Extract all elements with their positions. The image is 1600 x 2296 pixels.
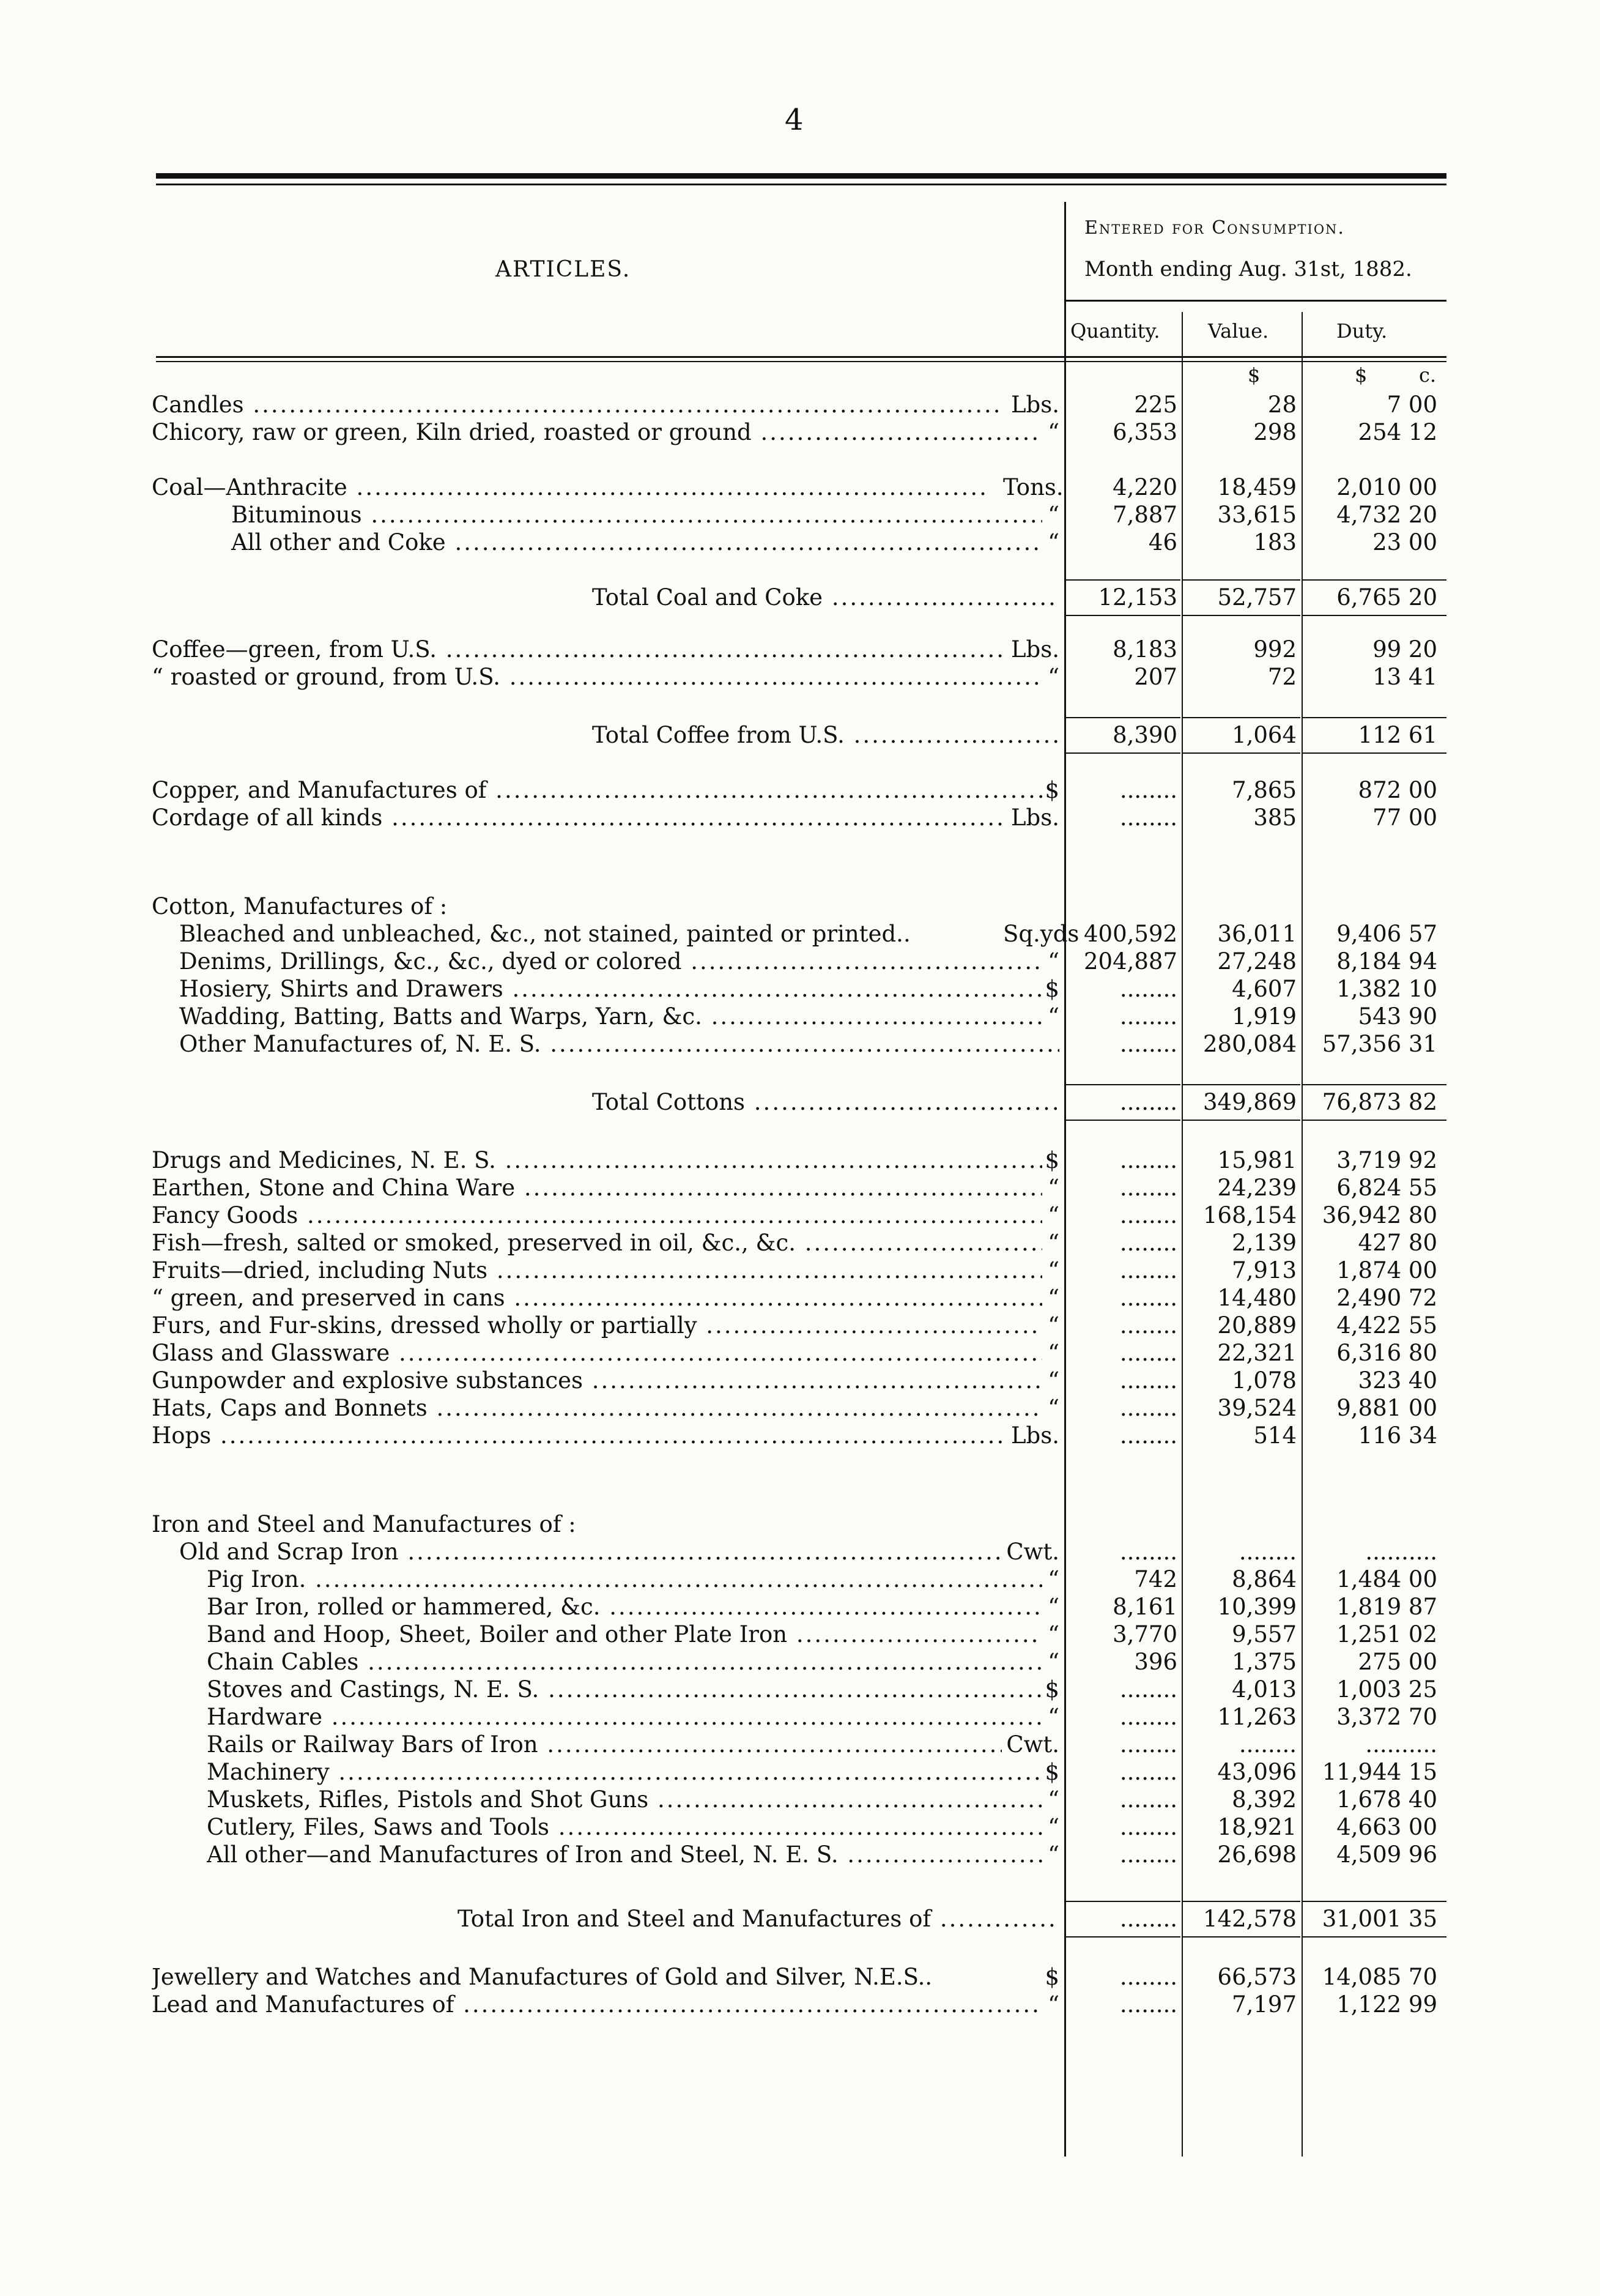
- article-label: Hardware .....: [207, 1704, 1042, 1731]
- article-label: Cotton, Manufactures of :: [152, 893, 448, 920]
- quantity-cell: ........: [1119, 1422, 1177, 1449]
- value-cell: 10,399: [1217, 1594, 1297, 1620]
- quantity-cell: ........: [1119, 1964, 1177, 1990]
- duty-cents-unit: c.: [1419, 363, 1437, 387]
- article-label: Fruits—dried, including Nuts .....: [152, 1257, 1042, 1284]
- duty-cell: 4,663 00: [1336, 1814, 1437, 1840]
- table-row: [0, 529, 1600, 556]
- quantity-cell: 207: [1134, 664, 1177, 690]
- quantity-cell: ........: [1119, 1759, 1177, 1785]
- quantity-cell: 12,153: [1098, 584, 1177, 611]
- total-row: [0, 584, 1600, 611]
- quantity-cell: ........: [1119, 1906, 1177, 1932]
- duty-cell: 23 00: [1372, 529, 1437, 555]
- quantity-cell: ........: [1119, 1395, 1177, 1421]
- article-label: Machinery .....: [207, 1759, 1042, 1786]
- article-label: “ green, and preserved in cans .....: [152, 1285, 1042, 1312]
- table-row: [0, 893, 1600, 920]
- table-row: [0, 664, 1600, 691]
- period-heading: Month ending Aug. 31st, 1882.: [1084, 257, 1412, 281]
- unit-label: “: [1048, 419, 1059, 445]
- value-cell: 7,197: [1232, 1991, 1297, 2018]
- value-cell: 18,921: [1217, 1814, 1297, 1840]
- total-rule: [1303, 615, 1446, 616]
- total-rule: [1065, 717, 1180, 718]
- table-row: [0, 1367, 1600, 1394]
- value-cell: 1,064: [1232, 722, 1297, 748]
- value-cell: 385: [1253, 804, 1297, 831]
- article-label: Bituminous .....: [231, 502, 1042, 529]
- quantity-cell: 3,770: [1113, 1621, 1177, 1648]
- table-row: [0, 1539, 1600, 1566]
- article-label: All other and Coke .....: [231, 529, 1042, 556]
- value-cell: 8,864: [1232, 1566, 1297, 1592]
- table-row: [0, 1285, 1600, 1312]
- unit-label: “: [1048, 1003, 1059, 1030]
- unit-label: “: [1048, 1257, 1059, 1284]
- quantity-cell: ........: [1119, 1786, 1177, 1813]
- value-cell: 66,573: [1217, 1964, 1297, 1990]
- value-cell: 43,096: [1217, 1759, 1297, 1785]
- value-cell: 20,889: [1217, 1312, 1297, 1339]
- articles-heading: ARTICLES.: [495, 257, 631, 282]
- unit-label: “: [1048, 1202, 1059, 1228]
- quantity-cell: 225: [1134, 392, 1177, 418]
- total-rule: [1303, 1120, 1446, 1121]
- unit-label: “: [1048, 1814, 1059, 1840]
- article-label: Total Coffee from U.S. .....: [592, 722, 1059, 749]
- unit-label: “: [1048, 1649, 1059, 1675]
- duty-unit: $: [1355, 363, 1368, 387]
- unit-label: “: [1048, 664, 1059, 690]
- duty-column-header: Duty.: [1336, 319, 1388, 343]
- value-cell: 514: [1253, 1422, 1297, 1449]
- total-rule: [1065, 1084, 1180, 1085]
- quantity-cell: ........: [1119, 1202, 1177, 1228]
- duty-cell: 116 34: [1358, 1422, 1437, 1449]
- quantity-cell: 396: [1134, 1649, 1177, 1675]
- total-rule: [1183, 1120, 1300, 1121]
- unit-label: “: [1048, 1786, 1059, 1813]
- value-cell: 1,078: [1232, 1367, 1297, 1394]
- total-row: [0, 1906, 1600, 1933]
- article-label: Band and Hoop, Sheet, Boiler and other Plate Iron .....: [207, 1621, 1042, 1648]
- table-row: [0, 502, 1600, 529]
- value-cell: 26,698: [1217, 1841, 1297, 1868]
- article-label: Total Iron and Steel and Manufactures of .....: [457, 1906, 1059, 1933]
- quantity-cell: ........: [1119, 777, 1177, 803]
- value-cell: 11,263: [1217, 1704, 1297, 1730]
- table-row: [0, 474, 1600, 501]
- quantity-cell: 8,161: [1113, 1594, 1177, 1620]
- article-label: Gunpowder and explosive substances .....: [152, 1367, 1042, 1394]
- duty-cell: 7 00: [1387, 392, 1437, 418]
- table-row: [0, 1511, 1600, 1538]
- unit-label: “: [1048, 1841, 1059, 1868]
- unit-label: “: [1048, 1621, 1059, 1648]
- value-cell: 992: [1253, 636, 1297, 663]
- article-label: Cutlery, Files, Saws and Tools .....: [207, 1814, 1042, 1841]
- article-label: Iron and Steel and Manufactures of :: [152, 1511, 576, 1537]
- total-row: [0, 1089, 1600, 1116]
- value-cell: 8,392: [1232, 1786, 1297, 1813]
- quantity-cell: ........: [1119, 1031, 1177, 1057]
- article-label: Bleached and unbleached, &c., not stained, painted or printed..: [179, 921, 911, 947]
- total-rule: [1065, 1901, 1180, 1902]
- duty-cell: 9,881 00: [1336, 1395, 1437, 1421]
- unit-label: “: [1048, 1395, 1059, 1421]
- unit-label: “: [1048, 1312, 1059, 1339]
- article-label: Total Cottons .....: [592, 1089, 1059, 1116]
- value-unit: $: [1248, 363, 1261, 387]
- value-cell: 18,459: [1217, 474, 1297, 500]
- table-row: [0, 636, 1600, 663]
- duty-cell: 31,001 35: [1322, 1906, 1437, 1932]
- quantity-cell: ........: [1119, 1841, 1177, 1868]
- unit-label: “: [1048, 1340, 1059, 1366]
- article-label: All other—and Manufactures of Iron and Steel, N. E. S. .....: [207, 1841, 1042, 1868]
- table-row: [0, 1814, 1600, 1841]
- value-column-header: Value.: [1208, 319, 1269, 343]
- value-cell: 14,480: [1217, 1285, 1297, 1311]
- table-row: [0, 1147, 1600, 1174]
- unit-label: “: [1048, 1991, 1059, 2018]
- value-cell: 33,615: [1217, 502, 1297, 528]
- duty-cell: 77 00: [1372, 804, 1437, 831]
- table-row: [0, 1964, 1600, 1991]
- duty-cell: 6,316 80: [1336, 1340, 1437, 1366]
- article-label: Coffee—green, from U.S. .....: [152, 636, 1002, 663]
- quantity-cell: ........: [1119, 1704, 1177, 1730]
- duty-cell: ..........: [1365, 1539, 1437, 1565]
- quantity-cell: 7,887: [1113, 502, 1177, 528]
- unit-label: “: [1048, 1230, 1059, 1256]
- quantity-cell: 6,353: [1113, 419, 1177, 445]
- consumption-heading: Entered for Consumption.: [1084, 217, 1345, 239]
- unit-label: “: [1048, 1566, 1059, 1592]
- article-label: Lead and Manufactures of .....: [152, 1991, 1042, 2018]
- article-label: Old and Scrap Iron .....: [179, 1539, 1002, 1566]
- unit-label: “: [1048, 502, 1059, 528]
- total-rule: [1183, 1936, 1300, 1937]
- duty-cell: 1,484 00: [1336, 1566, 1437, 1592]
- value-cell: 22,321: [1217, 1340, 1297, 1366]
- table-row: [0, 1676, 1600, 1703]
- duty-cell: 99 20: [1372, 636, 1437, 663]
- table-row: [0, 1257, 1600, 1284]
- article-label: Rails or Railway Bars of Iron .....: [207, 1731, 1002, 1758]
- article-label: Bar Iron, rolled or hammered, &c. .....: [207, 1594, 1042, 1621]
- duty-cell: 1,382 10: [1336, 976, 1437, 1002]
- article-label: Wadding, Batting, Batts and Warps, Yarn, &c. .....: [179, 1003, 1042, 1030]
- article-label: Earthen, Stone and China Ware .....: [152, 1175, 1042, 1202]
- quantity-cell: 400,592: [1083, 921, 1177, 947]
- quantity-cell: ........: [1119, 976, 1177, 1002]
- table-row: [0, 1566, 1600, 1593]
- unit-label: $: [1045, 1676, 1059, 1703]
- duty-cell: 3,372 70: [1336, 1704, 1437, 1730]
- article-label: Drugs and Medicines, N. E. S. .....: [152, 1147, 1042, 1174]
- duty-cell: 323 40: [1358, 1367, 1437, 1394]
- unit-label: $: [1045, 777, 1059, 803]
- article-label: Chain Cables .....: [207, 1649, 1042, 1676]
- table-row: [0, 1202, 1600, 1229]
- value-cell: 4,013: [1232, 1676, 1297, 1703]
- unit-label: “: [1048, 1704, 1059, 1730]
- value-cell: ........: [1239, 1539, 1297, 1565]
- duty-cell: 36,942 80: [1322, 1202, 1437, 1228]
- duty-cell: 1,122 99: [1336, 1991, 1437, 2018]
- value-cell: 298: [1253, 419, 1297, 445]
- quantity-cell: ........: [1119, 1731, 1177, 1758]
- value-cell: 36,011: [1217, 921, 1297, 947]
- duty-cell: 427 80: [1358, 1230, 1437, 1256]
- article-label: Denims, Drillings, &c., &c., dyed or colored .....: [179, 948, 1042, 975]
- duty-cell: 112 61: [1358, 722, 1437, 748]
- table-row: [0, 1704, 1600, 1731]
- quantity-cell: ........: [1119, 1340, 1177, 1366]
- article-label: Hops .....: [152, 1422, 1002, 1449]
- value-cell: 280,084: [1202, 1031, 1297, 1057]
- table-row: [0, 1731, 1600, 1758]
- duty-cell: 543 90: [1358, 1003, 1437, 1030]
- table-row: [0, 392, 1600, 418]
- article-label: Candles .....: [152, 392, 1002, 418]
- article-label: Glass and Glassware .....: [152, 1340, 1042, 1367]
- total-rule: [1183, 615, 1300, 616]
- duty-cell: 11,944 15: [1322, 1759, 1437, 1785]
- total-rule: [1183, 579, 1300, 581]
- duty-cell: 4,422 55: [1336, 1312, 1437, 1339]
- duty-cell: 4,732 20: [1336, 502, 1437, 528]
- total-rule: [1303, 579, 1446, 581]
- unit-label: $: [1045, 1759, 1059, 1785]
- table-row: [0, 1786, 1600, 1813]
- value-cell: 27,248: [1217, 948, 1297, 975]
- article-label: “ roasted or ground, from U.S. .....: [152, 664, 1042, 691]
- value-cell: ........: [1239, 1731, 1297, 1758]
- quantity-cell: 8,183: [1113, 636, 1177, 663]
- article-label: Stoves and Castings, N. E. S. .....: [207, 1676, 1042, 1703]
- quantity-cell: ........: [1119, 1285, 1177, 1311]
- total-rule: [1303, 1936, 1446, 1937]
- duty-cell: 6,824 55: [1336, 1175, 1437, 1201]
- unit-label: Lbs.: [1010, 804, 1059, 831]
- total-rule: [1183, 1084, 1300, 1085]
- quantity-cell: 8,390: [1113, 722, 1177, 748]
- table-row: [0, 1649, 1600, 1676]
- total-rule: [1303, 1901, 1446, 1902]
- value-cell: 1,375: [1232, 1649, 1297, 1675]
- unit-label: “: [1048, 1367, 1059, 1394]
- value-cell: 4,607: [1232, 976, 1297, 1002]
- value-cell: 72: [1267, 664, 1297, 690]
- duty-cell: 8,184 94: [1336, 948, 1437, 975]
- table-row: [0, 804, 1600, 831]
- table-row: [0, 777, 1600, 804]
- unit-label: Lbs.: [1010, 636, 1059, 663]
- table-row: [0, 1621, 1600, 1648]
- unit-label: $: [1045, 976, 1059, 1002]
- quantity-cell: 204,887: [1083, 948, 1177, 975]
- duty-cell: 4,509 96: [1336, 1841, 1437, 1868]
- value-cell: 9,557: [1232, 1621, 1297, 1648]
- quantity-cell: ........: [1119, 1676, 1177, 1703]
- article-label: Total Coal and Coke .....: [592, 584, 1059, 611]
- total-rule: [1065, 1120, 1180, 1121]
- duty-cell: 872 00: [1358, 777, 1437, 803]
- table-row: [0, 1594, 1600, 1621]
- duty-cell: 2,490 72: [1336, 1285, 1437, 1311]
- unit-label: $: [1045, 1964, 1059, 1990]
- table-row: [0, 1422, 1600, 1449]
- value-cell: 7,913: [1232, 1257, 1297, 1284]
- article-label: Hosiery, Shirts and Drawers .....: [179, 976, 1042, 1003]
- value-cell: 15,981: [1217, 1147, 1297, 1173]
- value-cell: 24,239: [1217, 1175, 1297, 1201]
- article-label: Copper, and Manufactures of .....: [152, 777, 1042, 804]
- quantity-cell: ........: [1119, 1312, 1177, 1339]
- table-row: [0, 1003, 1600, 1030]
- table-row: [0, 1230, 1600, 1257]
- duty-cell: 14,085 70: [1322, 1964, 1437, 1990]
- quantity-cell: ........: [1119, 1257, 1177, 1284]
- total-rule: [1065, 579, 1180, 581]
- duty-cell: 275 00: [1358, 1649, 1437, 1675]
- value-cell: 7,865: [1232, 777, 1297, 803]
- duty-cell: 1,251 02: [1336, 1621, 1437, 1648]
- value-cell: 52,757: [1217, 584, 1297, 611]
- total-rule: [1303, 717, 1446, 718]
- duty-cell: 76,873 82: [1322, 1089, 1437, 1115]
- table-row: [0, 1312, 1600, 1339]
- duty-cell: 57,356 31: [1322, 1031, 1437, 1057]
- article-label: Furs, and Fur-skins, dressed wholly or partially .....: [152, 1312, 1042, 1339]
- quantity-cell: ........: [1119, 1003, 1177, 1030]
- value-cell: 168,154: [1202, 1202, 1297, 1228]
- total-rule: [1065, 615, 1180, 616]
- unit-label: Lbs.: [1010, 392, 1059, 418]
- table-row: [0, 1759, 1600, 1786]
- table-row: [0, 1991, 1600, 2018]
- quantity-cell: ........: [1119, 1147, 1177, 1173]
- quantity-cell: 4,220: [1113, 474, 1177, 500]
- article-label: Pig Iron. .....: [207, 1566, 1042, 1593]
- duty-cell: 1,678 40: [1336, 1786, 1437, 1813]
- value-cell: 1,919: [1232, 1003, 1297, 1030]
- unit-label: “: [1048, 1175, 1059, 1201]
- table-row: [0, 1175, 1600, 1202]
- article-label: Fancy Goods .....: [152, 1202, 1042, 1229]
- article-label: Chicory, raw or green, Kiln dried, roasted or ground .....: [152, 419, 1042, 446]
- value-cell: 39,524: [1217, 1395, 1297, 1421]
- table-row: [0, 948, 1600, 975]
- duty-cell: 3,719 92: [1336, 1147, 1437, 1173]
- value-cell: 142,578: [1202, 1906, 1297, 1932]
- table-row: [0, 921, 1600, 948]
- article-label: Hats, Caps and Bonnets .....: [152, 1395, 1042, 1422]
- unit-label: “: [1048, 1285, 1059, 1311]
- article-label: Fish—fresh, salted or smoked, preserved in oil, &c., &c. .....: [152, 1230, 1042, 1257]
- total-rule: [1303, 752, 1446, 754]
- page-number: 4: [785, 103, 804, 137]
- unit-label: Tons.: [1003, 474, 1064, 500]
- article-label: Other Manufactures of, N. E. S. .....: [179, 1031, 1059, 1058]
- quantity-cell: 742: [1134, 1566, 1177, 1592]
- article-label: Coal—Anthracite .....: [152, 474, 988, 501]
- table-row: [0, 1395, 1600, 1422]
- value-cell: 2,139: [1232, 1230, 1297, 1256]
- quantity-cell: ........: [1119, 1539, 1177, 1565]
- quantity-cell: 46: [1148, 529, 1177, 555]
- unit-label: Sq.yds: [1003, 921, 1080, 947]
- quantity-cell: ........: [1119, 1230, 1177, 1256]
- quantity-cell: ........: [1119, 1089, 1177, 1115]
- unit-label: “: [1048, 529, 1059, 555]
- value-cell: 349,869: [1202, 1089, 1297, 1115]
- value-cell: 28: [1267, 392, 1297, 418]
- quantity-cell: ........: [1119, 1175, 1177, 1201]
- total-rule: [1065, 1936, 1180, 1937]
- quantity-cell: ........: [1119, 1814, 1177, 1840]
- duty-cell: ..........: [1365, 1731, 1437, 1758]
- total-row: [0, 722, 1600, 749]
- total-rule: [1183, 717, 1300, 718]
- duty-cell: 2,010 00: [1336, 474, 1437, 500]
- table-row: [0, 419, 1600, 446]
- unit-label: Cwt.: [1006, 1539, 1059, 1565]
- article-label: Cordage of all kinds .....: [152, 804, 1002, 831]
- table-row: [0, 976, 1600, 1003]
- total-rule: [1183, 1901, 1300, 1902]
- duty-cell: 1,003 25: [1336, 1676, 1437, 1703]
- quantity-column-header: Quantity.: [1070, 319, 1160, 343]
- article-label: Muskets, Rifles, Pistols and Shot Guns .....: [207, 1786, 1042, 1813]
- unit-label: Lbs.: [1010, 1422, 1059, 1449]
- article-label: Jewellery and Watches and Manufactures of Gold and Silver, N.E.S..: [152, 1964, 933, 1990]
- table-row: [0, 1031, 1600, 1058]
- unit-label: Cwt.: [1006, 1731, 1059, 1758]
- duty-cell: 13 41: [1372, 664, 1437, 690]
- quantity-cell: ........: [1119, 804, 1177, 831]
- unit-label: $: [1045, 1147, 1059, 1173]
- duty-cell: 1,874 00: [1336, 1257, 1437, 1284]
- duty-cell: 6,765 20: [1336, 584, 1437, 611]
- table-row: [0, 1340, 1600, 1367]
- total-rule: [1183, 752, 1300, 754]
- duty-cell: 9,406 57: [1336, 921, 1437, 947]
- value-cell: 183: [1253, 529, 1297, 555]
- quantity-cell: ........: [1119, 1991, 1177, 2018]
- total-rule: [1065, 752, 1180, 754]
- duty-cell: 254 12: [1358, 419, 1437, 445]
- table-row: [0, 1841, 1600, 1868]
- duty-cell: 1,819 87: [1336, 1594, 1437, 1620]
- total-rule: [1303, 1084, 1446, 1085]
- unit-label: “: [1048, 948, 1059, 975]
- quantity-cell: ........: [1119, 1367, 1177, 1394]
- unit-label: “: [1048, 1594, 1059, 1620]
